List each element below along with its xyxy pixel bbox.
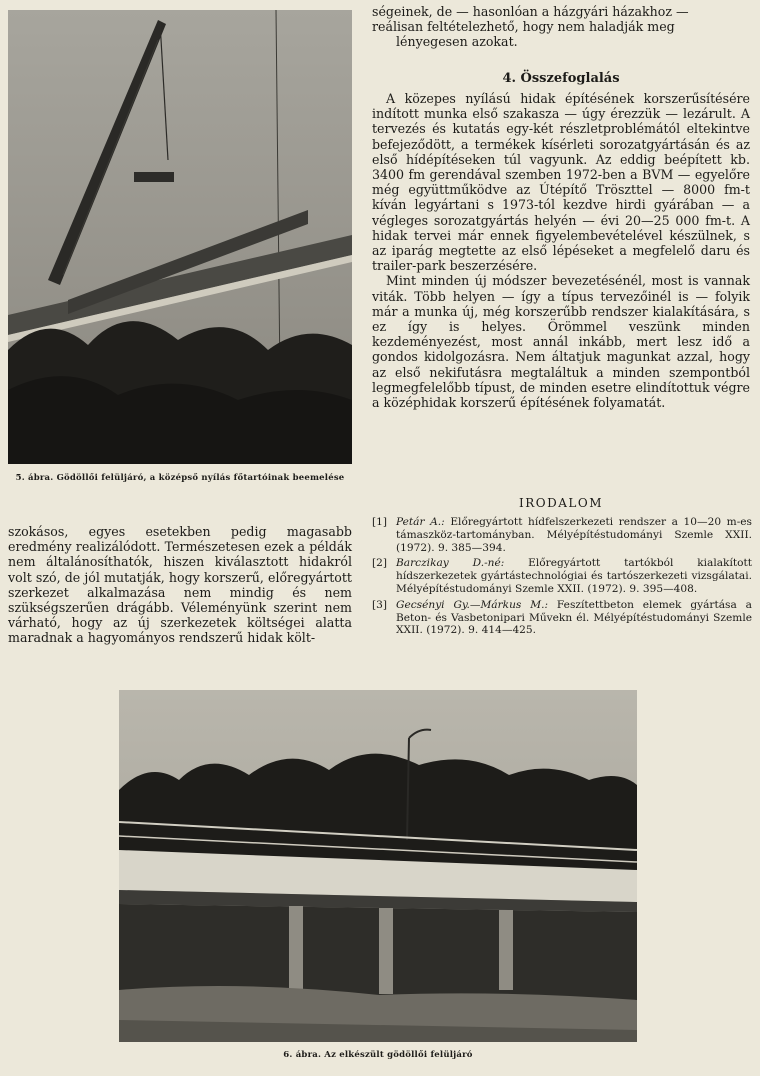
reference-number: [3] <box>372 598 388 611</box>
reference-number: [2] <box>372 557 388 570</box>
references-list <box>372 516 752 640</box>
left-column-text <box>8 524 352 646</box>
continuation-line-2: reálisan feltételezhető, hogy nem haladják meg <box>372 19 675 35</box>
section-heading: 4. Összefoglalás <box>502 71 620 86</box>
summary-text <box>372 91 750 410</box>
figure-5-image <box>8 10 352 464</box>
reference-author: Petár A.: <box>396 516 445 528</box>
reference-number: [1] <box>372 516 388 528</box>
reference-item <box>372 557 752 595</box>
continuation-line-1: ségeinek, de — hasonlóan a házgyári házakhoz — <box>372 4 689 19</box>
reference-item <box>372 516 752 554</box>
figure-6-photo <box>119 690 637 1042</box>
reference-author: Gecsényi Gy.—Márkus M.: <box>396 598 549 611</box>
right-column-continuation <box>372 4 750 50</box>
reference-text: Előregyártott hídfelszerkezeti rendszer a 10—20 m-es támaszköz-tartományban. Mélyépítéstudományi Szemle XXII. (1972). 9. 385—394. <box>396 516 752 554</box>
figure-5-caption: 5. ábra. Gödöllői felüljáró, a középső nyílás főtartóinak beemelése <box>15 473 345 483</box>
left-column-paragraph: szokásos, egyes esetekben pedig magasabb eredmény realizálódott. Természetesen ezek a példák nem általánosíthatók, hiszen kiválasztott hidakról volt szó, de jól mutatják, hogy korszerű, előregyártott szerkezet alkalmazása nem mindig és nem szükségszerűen drágább. Véleményünk szerint nem várható, hogy az új szerkezetek költségei alatta maradnak a hagyományos rendszerű hidak költ- <box>8 524 352 646</box>
summary-paragraph-2: Mint minden új módszer bevezetésénél, most is vannak viták. Több helyen — így a típus tervezőinél is — folyik már a munka új, még korszerűbb rendszer kialakítására, s ez így is helyes. Örömmel veszünk minden kezdeményezést, most annál inkább, mert lesz idő a gondos kidolgozásra. Nem áltatjuk magunkat azzal, hogy az első nekifutásra megtaláltuk a minden szempontból legmegfelelőbb típust, de minden esetre elindítottuk végre a középhidak korszerű építésének folyamatát. <box>372 273 750 411</box>
reference-author: Barczikay D.-né: <box>396 557 505 570</box>
continuation-line-3: lényegesen azokat. <box>396 34 518 50</box>
reference-item <box>372 599 752 637</box>
references-heading: IRODALOM <box>519 496 603 510</box>
summary-paragraph-1: A közepes nyílású hidak építésének korszerűsítésére indított munka első szakasza — úgy érezzük — lezárult. A tervezés és kutatás egy-két részletproblémától eltekintve befejeződött, a termékek kísérleti sorozatgyártásán és az első hídépítéseken túl vagyunk. Az eddig beépített kb. 3400 fm gerendával szemben 1972-ben a BVM — egyelőre még együttműködve az Útépítő Tröszttel — 8000 fm-t kíván legyártani s 1973-tól kezdve hirdi gyárában — a végleges sorozatgyártás helyén — évi 20—25 000 fm-t. A hidak tervei már ennek figyelembevételével készülnek, s az iparág megtette az első lépéseket a megfelelő daru és trailer-park beszerzésére. <box>372 91 750 274</box>
reference-text: Feszítettbeton elemek gyártása a Beton- és Vasbetonipari Művekn él. Mélyépítéstudományi Szemle XXII. (1972). 9. 414—425. <box>396 598 752 637</box>
figure-6-caption: 6. ábra. Az elkészült gödöllői felüljáró <box>283 1050 473 1060</box>
figure-5-photo <box>8 10 352 464</box>
reference-text: Előregyártott tartókból kialakított hídszerkezetek gyártástechnológiai és tartószerkezeti vizsgálatai. Mélyépítéstudományi Szemle XXII. (1972). 9. 395—408. <box>396 557 752 595</box>
figure-6-image <box>119 690 637 1042</box>
